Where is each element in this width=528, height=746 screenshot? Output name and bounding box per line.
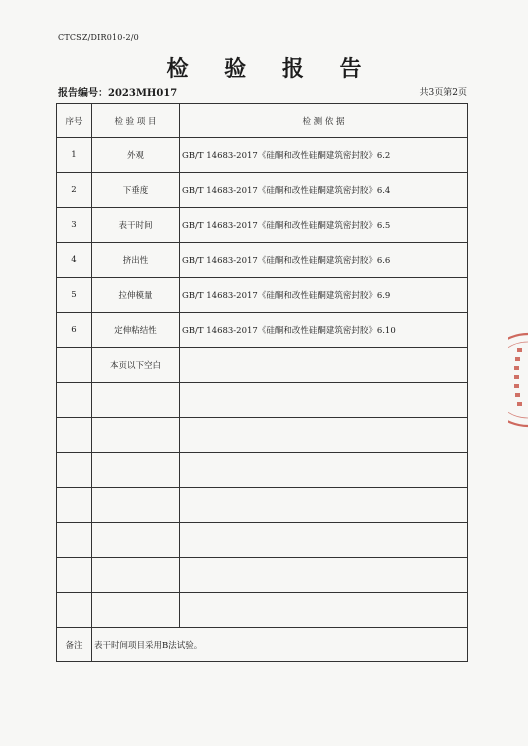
remark-text: 表干时间项目采用B法试验。 <box>92 628 468 662</box>
blank-note-row <box>57 348 468 383</box>
empty-row <box>57 488 468 523</box>
row-basis: GB/T 14683-2017《硅酮和改性硅酮建筑密封胶》6.10 <box>180 313 468 348</box>
row-basis-empty <box>180 348 468 383</box>
header-item: 检 验 项 目 <box>92 104 180 138</box>
report-number: 报告编号：2023MH017 <box>58 88 178 99</box>
table-row <box>57 278 468 313</box>
remark-label: 备注 <box>57 628 92 662</box>
row-basis: GB/T 14683-2017《硅酮和改性硅酮建筑密封胶》6.9 <box>180 278 468 313</box>
row-no: 5 <box>57 278 92 313</box>
row-basis: GB/T 14683-2017《硅酮和改性硅酮建筑密封胶》6.5 <box>180 208 468 243</box>
empty-row <box>57 523 468 558</box>
row-no: 3 <box>57 208 92 243</box>
row-item: 拉伸模量 <box>92 278 180 313</box>
row-no: 1 <box>57 138 92 173</box>
row-item: 表干时间 <box>92 208 180 243</box>
empty-row <box>57 383 468 418</box>
inspection-table <box>56 103 468 662</box>
row-no-empty <box>57 348 92 383</box>
page-title: 检 验 报 告 <box>166 56 376 82</box>
table-row <box>57 173 468 208</box>
empty-row <box>57 558 468 593</box>
row-basis: GB/T 14683-2017《硅酮和改性硅酮建筑密封胶》6.2 <box>180 138 468 173</box>
empty-row <box>57 418 468 453</box>
table-row <box>57 138 468 173</box>
row-item: 下垂度 <box>92 173 180 208</box>
empty-row <box>57 593 468 628</box>
row-no: 2 <box>57 173 92 208</box>
table-row <box>57 208 468 243</box>
header-no: 序号 <box>57 104 92 138</box>
row-item: 定伸粘结性 <box>92 313 180 348</box>
row-basis: GB/T 14683-2017《硅酮和改性硅酮建筑密封胶》6.6 <box>180 243 468 278</box>
header-basis: 检 测 依 据 <box>180 104 468 138</box>
row-basis: GB/T 14683-2017《硅酮和改性硅酮建筑密封胶》6.4 <box>180 173 468 208</box>
row-no: 4 <box>57 243 92 278</box>
table-header-row <box>57 104 468 138</box>
seal-stamp-partial <box>508 330 528 430</box>
blank-note: 本页以下空白 <box>92 348 180 383</box>
row-item: 挤出性 <box>92 243 180 278</box>
row-item: 外观 <box>92 138 180 173</box>
table-row <box>57 313 468 348</box>
row-no: 6 <box>57 313 92 348</box>
page-indicator: 共3页第2页 <box>419 88 467 98</box>
empty-row <box>57 453 468 488</box>
table-row <box>57 243 468 278</box>
remark-row <box>57 628 468 662</box>
document-code: CTCSZ/DIR010-2/0 <box>58 33 139 42</box>
